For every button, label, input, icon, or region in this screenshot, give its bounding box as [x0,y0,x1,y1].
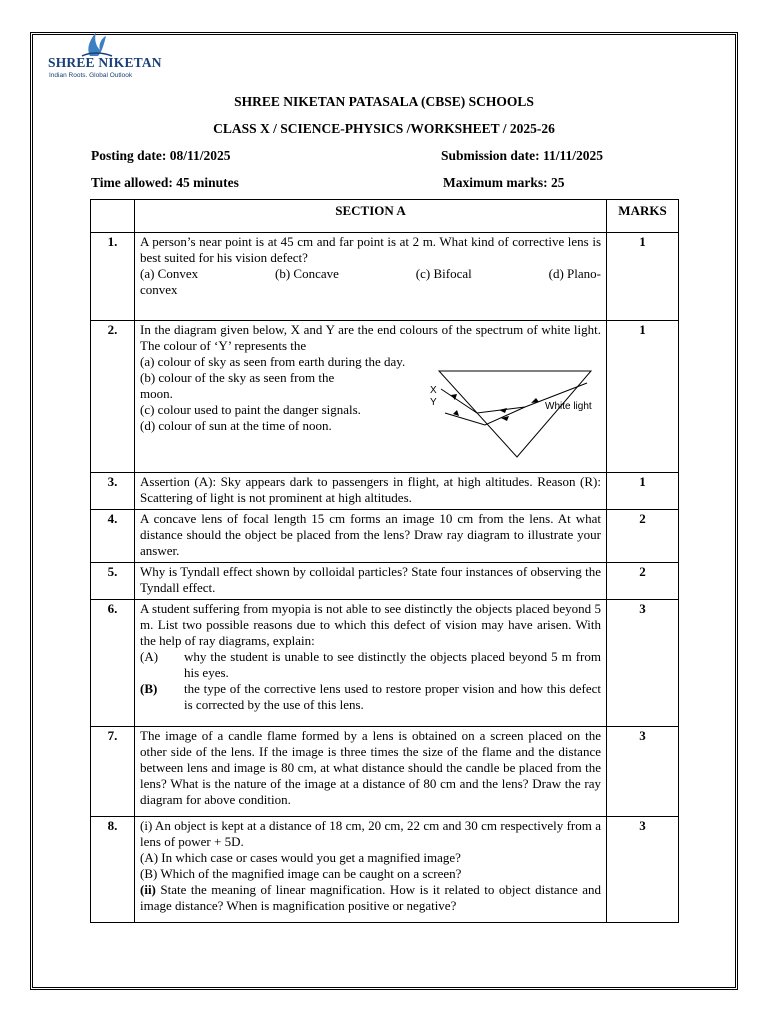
table-row [91,727,679,817]
option-line: (b) colour of the sky as seen from the [140,370,335,385]
question-number: 5. [91,563,135,600]
table-row [91,321,679,473]
option-d: (d) Plano- [548,266,601,281]
option-line: (a) colour of sky as seen from earth during the day. [140,354,406,369]
table-row [91,510,679,563]
question-text [135,600,607,727]
question-text: A concave lens of focal length 15 cm forms an image 10 cm from the lens. At what distance should the object be placed from the lens? Draw ray diagram to illustrate your answer. [135,510,607,563]
time-allowed: Time allowed: 45 minutes [91,175,239,190]
label-x: X [430,385,437,396]
question-number: 7. [91,727,135,817]
question-marks: 1 [607,233,679,321]
submission-date: Submission date: 11/11/2025 [441,148,604,163]
part-two-text: State the meaning of linear magnification. How is it related to object distance and image distance? When is magnification positive or negative? [140,882,601,913]
sub-label: (A) [140,649,159,664]
option-line: (A) In which case or cases would you get a magnified image? [140,850,461,865]
question-marks: 2 [607,563,679,600]
question-stem: In the diagram given below, X and Y are the end colours of the spectrum of white light. The colour of ‘Y’ represents the [140,322,601,353]
question-number: 3. [91,473,135,510]
logo-name: SHREE NIKETAN [48,55,162,70]
question-marks: 3 [607,817,679,923]
table-row [91,473,679,510]
question-text: Assertion (A): Sky appears dark to passengers in flight, at high altitudes. Reason (R): Scattering of light is not prominent at high altitudes. [135,473,607,510]
school-logo [48,30,188,90]
posting-date: Posting date: 08/11/2025 [91,148,231,163]
question-marks: 3 [607,600,679,727]
sub-text: the type of the corrective lens used to restore proper vision and how this defect is corrected by the use of this lens. [184,681,601,712]
sub-question [140,681,601,713]
table-row [91,563,679,600]
option-c: (c) Bifocal [415,266,472,281]
question-number: 6. [91,600,135,727]
worksheet-title: CLASS X / SCIENCE-PHYSICS /WORKSHEET / 2025-26 [213,121,555,136]
number-header [91,200,135,233]
question-stem: A student suffering from myopia is not able to see distinctly the objects placed beyond 5 m. List two possible reasons due to which this defect of vision may have arisen. With the help of ray diagrams, explain: [140,601,601,648]
question-marks: 3 [607,727,679,817]
table-row [91,600,679,727]
question-text [135,321,607,473]
prism-diagram [421,369,611,461]
question-number: 8. [91,817,135,923]
question-text [135,233,607,321]
option-a: (a) Convex [140,266,199,281]
question-marks: 1 [607,473,679,510]
flame-logo-icon [76,30,116,58]
arrow-head-icon [499,408,507,413]
sub-question [140,649,601,681]
section-header: SECTION A [135,200,607,233]
question-table [90,199,679,923]
arrow-head-icon [453,410,459,416]
question-number: 2. [91,321,135,473]
sub-text: why the student is unable to see distinctly the objects placed beyond 5 m from his eyes. [184,649,601,680]
refracted-ray-x [441,389,525,413]
option-line: moon. [140,386,173,401]
question-marks: 1 [607,321,679,473]
table-row [91,817,679,923]
table-row [91,233,679,321]
option-tail: convex [140,282,178,297]
question-number: 1. [91,233,135,321]
part-two [140,882,601,914]
option-line: (c) colour used to paint the danger signals. [140,402,361,417]
question-text [135,817,607,923]
option-line: (B) Which of the magnified image can be caught on a screen? [140,866,462,881]
logo-tagline: Indian Roots. Global Outlook [49,72,133,79]
question-stem: (i) An object is kept at a distance of 18 cm, 20 cm, 22 cm and 30 cm respectively from a lens of power + 5D. [140,818,601,849]
maximum-marks: Maximum marks: 25 [443,175,565,190]
option-b: (b) Concave [275,266,339,281]
option-line: (d) colour of sun at the time of noon. [140,418,332,433]
table-header-row [91,200,679,233]
question-text: The image of a candle flame formed by a lens is obtained on a screen placed on the other side of the lens. If the image is three times the size of the flame and the distance between lens and image is 80 cm, at what distance should the candle be placed from the lens? What is the nature of the image at a distance of 80 cm and the lens? Draw the ray diagram for above condition. [135,727,607,817]
question-marks: 2 [607,510,679,563]
school-title: SHREE NIKETAN PATASALA (CBSE) SCHOOLS [234,94,534,109]
question-number: 4. [91,510,135,563]
part-two-label: (ii) [140,882,156,897]
marks-header: MARKS [607,200,679,233]
question-stem: A person’s near point is at 45 cm and far point is at 2 m. What kind of corrective lens is best suited for his vision defect? [140,234,601,265]
prism-triangle [439,371,591,457]
sub-label: (B) [140,681,158,696]
label-y: Y [430,397,437,408]
question-text: Why is Tyndall effect shown by colloidal particles? State four instances of observing the Tyndall effect. [135,563,607,600]
option-list [140,266,601,282]
label-white-light: White light [545,401,592,412]
